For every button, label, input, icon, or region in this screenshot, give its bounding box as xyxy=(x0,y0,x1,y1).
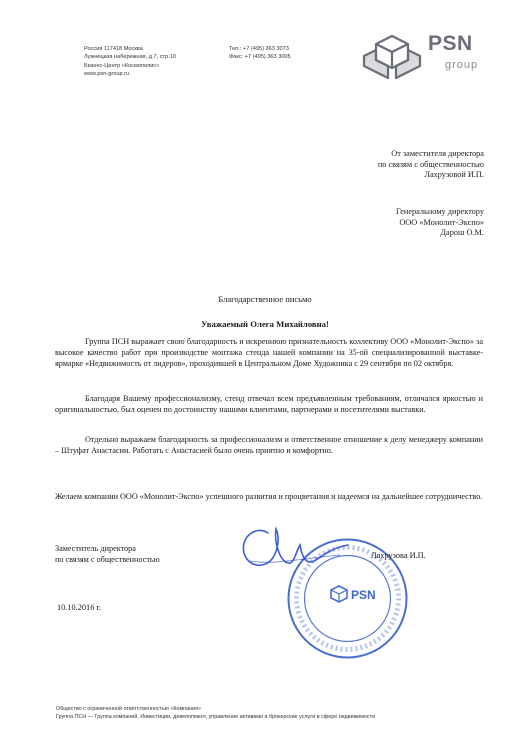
company-address xyxy=(84,45,204,79)
fax-line: Факс: +7 (495) 363 3005 xyxy=(229,54,291,61)
signer-role-line: по связям с общественностью xyxy=(55,555,160,564)
sender-name: Лахрузовой И.П. xyxy=(424,170,484,179)
paragraph-text: Благодаря Вашему профессионализму, стенд отвечал всем предъявленным требованиям, отличался яркостью и оригинальностью, был оценен по достоинству нашими клиентами, партнерами и посетителями выставки. xyxy=(55,394,483,415)
footer-line: Группа ПСН — Группа компаний, Инвестиции, девелопмент, управление активами и брокерские услуги в сфере недвижимости xyxy=(56,714,376,720)
recipient-name: Дарош О.М. xyxy=(440,228,484,237)
recipient-block xyxy=(284,207,484,239)
sender-line: От заместителя директора xyxy=(391,149,484,158)
letter-title: Благодарственное письмо xyxy=(218,294,312,304)
psn-group-logo xyxy=(360,30,495,85)
address-line: Бизнес-Центр «Космополис» xyxy=(84,62,160,69)
signer-role xyxy=(55,543,205,565)
address-line: Россия 117418 Москва xyxy=(84,46,143,52)
phone-line: Тел.: +7 (495) 363 3073 xyxy=(229,46,289,52)
paragraph-text: Отдельно выражаем благодарность за профессионализм и ответственное отношение к делу менеджеру компании – Штуфат Анастасии. Работать с Анастасией было очень приятно и комфортно. xyxy=(55,435,483,456)
sender-line: по связям с общественностью xyxy=(377,159,484,169)
letter-date: 10.10.2016 г. xyxy=(57,603,101,612)
signer-name: Лахрузова И.П. xyxy=(371,551,426,560)
address-line: Лужнецкая набережная, д.7, стр.10 xyxy=(84,54,176,61)
footer-line: Общество с ограниченной ответственностью «Компания» xyxy=(56,706,201,712)
closing-wish: Желаем компании ООО «Монолит-Экспо» успешного развития и процветания и надеемся на дальнейшее сотрудничество. xyxy=(55,492,483,501)
website-line: www.psn-group.ru xyxy=(84,71,130,78)
body-paragraph xyxy=(55,434,483,456)
sender-block xyxy=(284,149,484,181)
handwritten-signature xyxy=(230,515,350,585)
paragraph-text: Группа ПСН выражает свою благодарность и искреннюю признательность коллективу ООО «Монолит-Экспо» за высокое качество работ при производстве монтажа стенда нашей компании на 35-ой специализированной выставке-ярмарке «Недвижимость от лидеров», проходившей в Центральном Доме Художника с 29 сентября по 02 октября. xyxy=(55,337,483,369)
logo-subtitle: group xyxy=(445,59,479,71)
stamp-center-text: PSN xyxy=(351,588,376,602)
company-phones xyxy=(229,45,309,62)
signer-role-line: Заместитель директора xyxy=(55,544,136,553)
cube-logo-icon xyxy=(360,32,424,82)
body-paragraph xyxy=(55,393,483,415)
recipient-line: Генеральному директору xyxy=(396,207,484,216)
recipient-line: ООО «Монолит-Экспо» xyxy=(399,217,484,227)
letter-greeting: Уважаемый Олега Михайловна! xyxy=(201,319,329,329)
logo-wordmark: PSN xyxy=(428,32,473,55)
body-paragraph xyxy=(55,336,483,369)
